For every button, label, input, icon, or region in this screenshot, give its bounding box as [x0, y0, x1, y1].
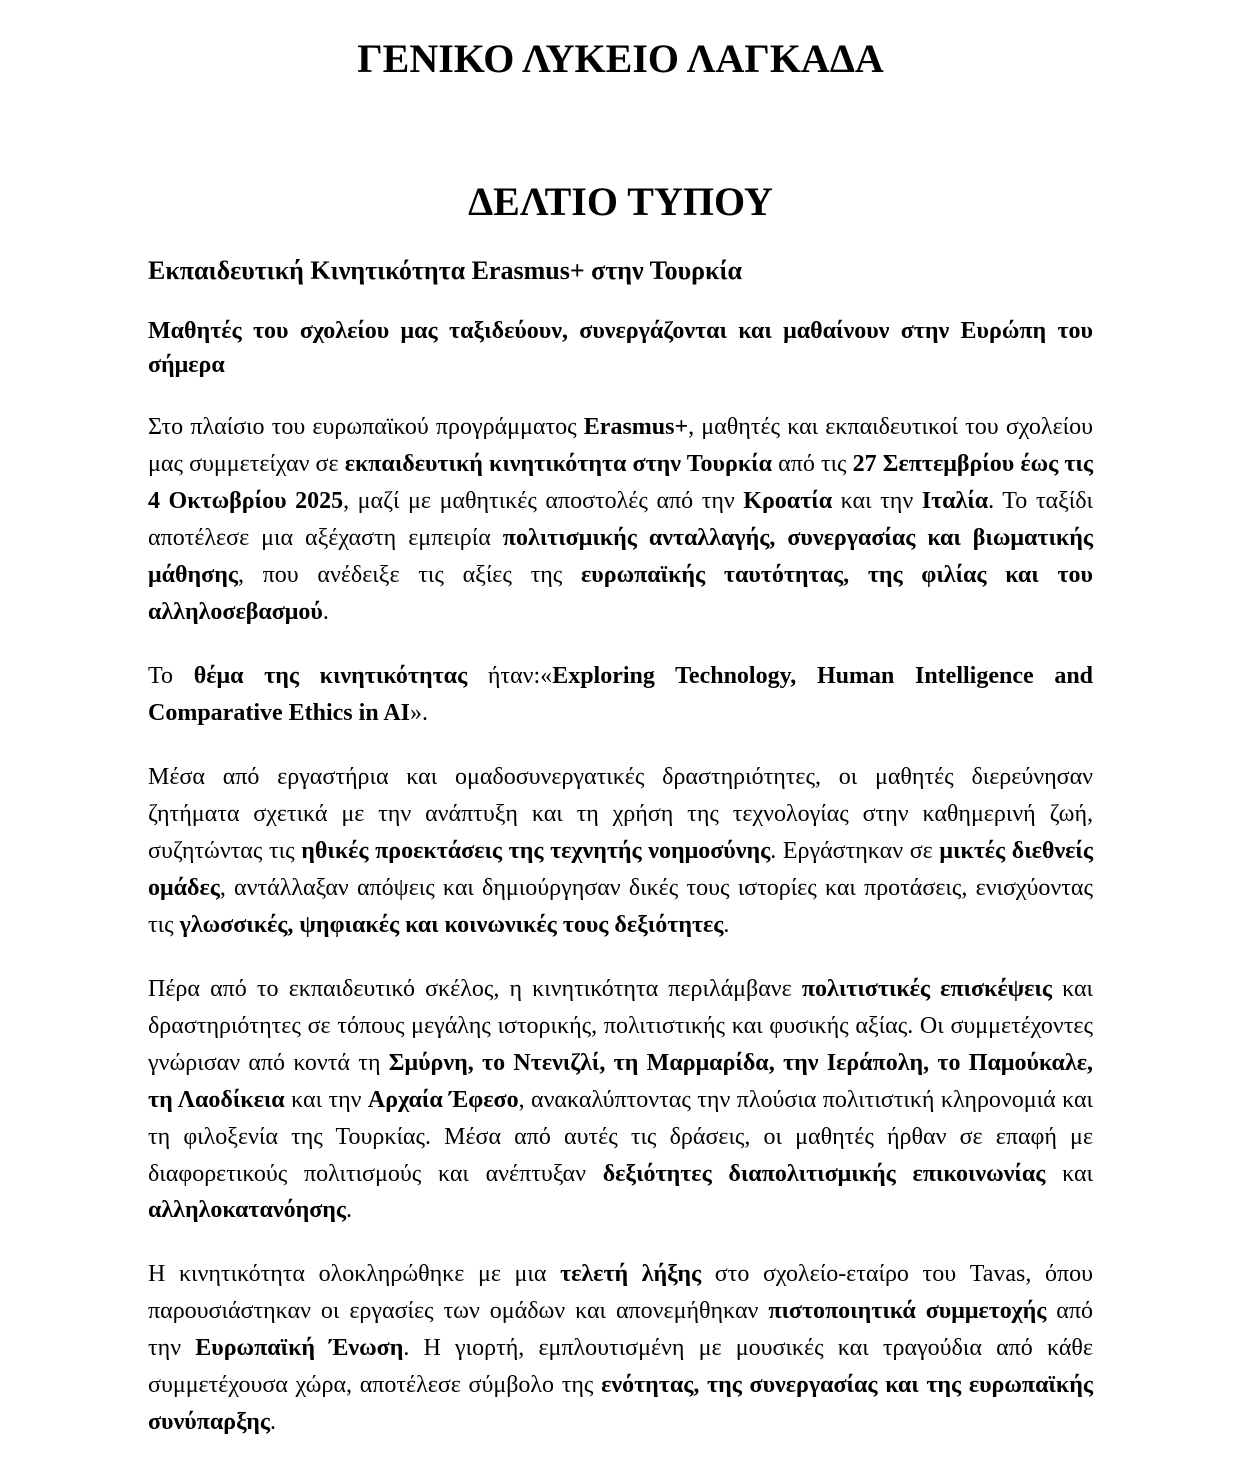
document-title: ΔΕΛΤΙΟ ΤΥΠΟΥ	[468, 179, 773, 224]
body-paragraph-4: Πέρα από το εκπαιδευτικό σκέλος, η κινητικότητα περιλάμβανε πολιτιστικές επισκέψεις και δραστηριότητες σε τόπους μεγάλης ιστορικής, πολιτιστικής και φυσικής αξίας. Οι συμμετέχοντες γνώρισαν από κοντά τη Σμύρνη, το Ντενιζλί, τη Μαρμαρίδα, την Ιεράπολη, το Παμούκαλε, τη Λαοδίκεια και την Αρχαία Έφεσο, ανακαλύπτοντας την πλούσια πολιτιστική κληρονομιά και τη φιλοξενία της Τουρκίας. Μέσα από αυτές τις δράσεις, οι μαθητές ήρθαν σε επαφή με διαφορετικούς πολιτισμούς και ανέπτυξαν δεξιότητες διαπολιτισμικής επικοινωνίας και αλληλοκατανόησης.	[148, 975, 1094, 1224]
subtitle: Εκπαιδευτική Κινητικότητα Erasmus+ στην Τουρκία	[148, 256, 743, 285]
lead-paragraph: Μαθητές του σχολείου μας ταξιδεύουν, συνεργάζονται και μαθαίνουν στην Ευρώπη του σήμερα	[148, 318, 1093, 379]
body-paragraph-3: Μέσα από εργαστήρια και ομαδοσυνεργατικές δραστηριότητες, οι μαθητές διερεύνησαν ζητήματα σχετικά με την ανάπτυξη και τη χρήση της τεχνολογίας στην καθημερινή ζωή, συζητώντας τις ηθικές προεκτάσεις της τεχνητής νοημοσύνης. Εργάστηκαν σε μικτές διεθνείς ομάδες, αντάλλαξαν απόψεις και δημιούργησαν δικές τους ιστορίες και προτάσεις, ενισχύοντας τις γλωσσικές, ψηφιακές και κοινωνικές τους δεξιότητες.	[148, 763, 1093, 938]
body-paragraph-5: Η κινητικότητα ολοκληρώθηκε με μια τελετή λήξης στο σχολείο-εταίρο του Tavas, όπου παρουσιάστηκαν οι εργασίες των ομάδων και απονεμήθηκαν πιστοποιητικά συμμετοχής από την Ευρωπαϊκή Ένωση. Η γιορτή, εμπλουτισμένη με μουσικές και τραγούδια από κάθε συμμετέχουσα χώρα, αποτέλεσε σύμβολο της ενότητας, της συνεργασίας και της ευρωπαϊκής συνύπαρξης.	[148, 1261, 1093, 1436]
school-title: ΓΕΝΙΚΟ ΛΥΚΕΙΟ ΛΑΓΚΑΔΑ	[357, 36, 884, 81]
body-paragraph-2: Το θέμα της κινητικότητας ήταν:«Exploring Technology, Human Intelligence and Comparative Ethics in AI».	[148, 663, 1094, 727]
body-paragraph-1: Στο πλαίσιο του ευρωπαϊκού προγράμματος Erasmus+, μαθητές και εκπαιδευτικοί του σχολείου μας συμμετείχαν σε εκπαιδευτική κινητικότητα στην Τουρκία από τις 27 Σεπτεμβρίου έως τις 4 Οκτωβρίου 2025, μαζί με μαθητικές αποστολές από την Κροατία και την Ιταλία. Το ταξίδι αποτέλεσε μια αξέχαστη εμπειρία πολιτισμικής ανταλλαγής, συνεργασίας και βιωματικής μάθησης, που ανέδειξε τις αξίες της ευρωπαϊκής ταυτότητας, της φιλίας και του αλληλοσεβασμού.	[148, 414, 1094, 626]
